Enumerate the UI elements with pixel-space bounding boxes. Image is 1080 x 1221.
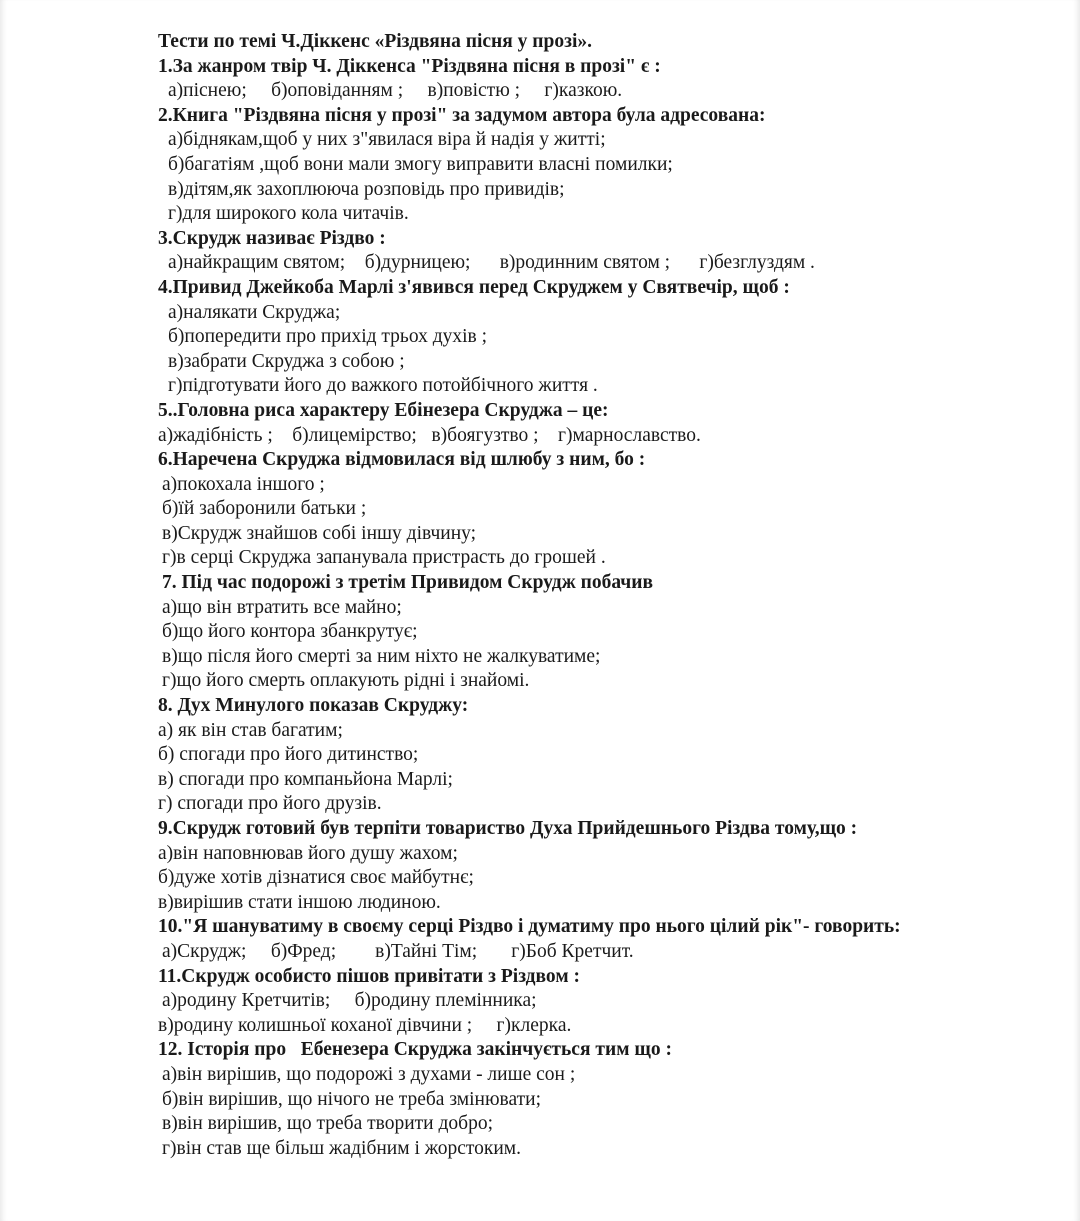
answer-option: а)що він втратить все майно; [162, 596, 402, 618]
answer-option: б)дуже хотів дізнатися своє майбутнє; [158, 867, 474, 889]
answer-option: б)попередити про прихід трьох духів ; [168, 326, 488, 348]
question-heading: 9.Скрудж готовий був терпіти товариство Духа Прийдешнього Різдва тому,що : [158, 818, 858, 839]
question-heading: 4.Привид Джейкоба Марлі з'явився перед Скруджем у Святвечір, щоб : [158, 276, 790, 298]
answer-option: г)він став ще більш жадібним і жорстоким. [162, 1137, 522, 1159]
answer-option: а)жадібність ; б)лицемірство; в)боягузтво ; г)марнославство. [158, 424, 701, 446]
answer-option: а)покохала іншого ; [162, 473, 325, 495]
answer-option: в)Скрудж знайшов собі іншу дівчину; [162, 522, 477, 544]
answer-option: а)родину Кретчитів; б)родину племінника; [162, 990, 537, 1012]
document-body [158, 30, 1038, 1161]
question-heading: 12. Історія про Ебенезера Скруджа закінчується тим що : [158, 1039, 672, 1061]
question-heading: 2.Книга "Різдвяна пісня у прозі" за задумом автора була адресована: [158, 104, 766, 126]
answer-option: б)їй заборонили батьки ; [162, 498, 367, 520]
answer-option: г)підготувати його до важкого потойбічного життя . [168, 375, 598, 397]
question-list [158, 55, 1038, 1162]
answer-option: а)піснею; б)оповіданням ; в)повістю ; г)казкою. [168, 80, 623, 102]
question-heading: 11.Скрудж особисто пішов привітати з Різдвом : [158, 965, 580, 987]
document-title: Тести по темі Ч.Діккенс «Різдвяна пісня у прозі». [158, 31, 593, 52]
answer-option: а)він наповнював його душу жахом; [158, 842, 458, 864]
answer-option: в)вирішив стати іншою людиною. [158, 891, 441, 913]
question-heading: 6.Наречена Скруджа відмовилася від шлюбу з ним, бо : [158, 449, 646, 471]
answer-option: в)забрати Скруджа з собою ; [168, 350, 405, 372]
answer-option: б)що його контора збанкрутує; [162, 621, 418, 643]
answer-option: а)він вирішив, що подорожі з духами - лише сон ; [162, 1063, 576, 1085]
answer-option: а)найкращим святом; б)дурницею; в)родинним святом ; г)безглуздям . [168, 252, 815, 274]
question-heading: 8. Дух Минулого показав Скруджу: [158, 695, 469, 717]
answer-option: в)він вирішив, що треба творити добро; [162, 1113, 493, 1135]
answer-option: а)Скрудж; б)Фред; в)Тайні Тім; г)Боб Кретчит. [162, 940, 634, 962]
question-heading: 5..Головна риса характеру Ебінезера Скруджа – це: [158, 399, 609, 421]
answer-option: г)що його смерть оплакують рідні і знайомі. [162, 670, 530, 692]
question-heading: 10."Я шануватиму в своєму серці Різдво і думатиму про нього цілий рік"- говорить: [158, 916, 901, 938]
question-heading: 7. Під час подорожі з третім Привидом Скрудж побачив [162, 572, 654, 594]
answer-option: г)в серці Скруджа запанувала пристрасть до грошей . [162, 547, 606, 569]
answer-option: а)налякати Скруджа; [168, 301, 341, 323]
question-heading: 1.За жанром твір Ч. Діккенса "Різдвяна пісня в прозі" є : [158, 55, 661, 77]
question-heading: 3.Скрудж називає Різдво : [158, 227, 386, 249]
answer-option: г) спогади про його друзів. [158, 793, 382, 815]
answer-option: б)багатіям ,щоб вони мали змогу виправити власні помилки; [168, 153, 673, 175]
answer-option: в) спогади про компаньйона Марлі; [158, 768, 453, 790]
answer-option: в)дітям,як захоплююча розповідь про привидів; [168, 178, 565, 200]
answer-option: а) як він став багатим; [158, 719, 343, 741]
answer-option: б) спогади про його дитинство; [158, 744, 419, 766]
answer-option: г)для широкого кола читачів. [168, 203, 409, 225]
answer-option: б)він вирішив, що нічого не треба змінювати; [162, 1088, 542, 1110]
answer-option: в)родину колишньої коханої дівчини ; г)клерка. [158, 1014, 572, 1036]
answer-option: а)біднякам,щоб у них з"явилася віра й надія у житті; [168, 129, 606, 151]
answer-option: в)що після його смерті за ним ніхто не жалкуватиме; [162, 645, 601, 667]
